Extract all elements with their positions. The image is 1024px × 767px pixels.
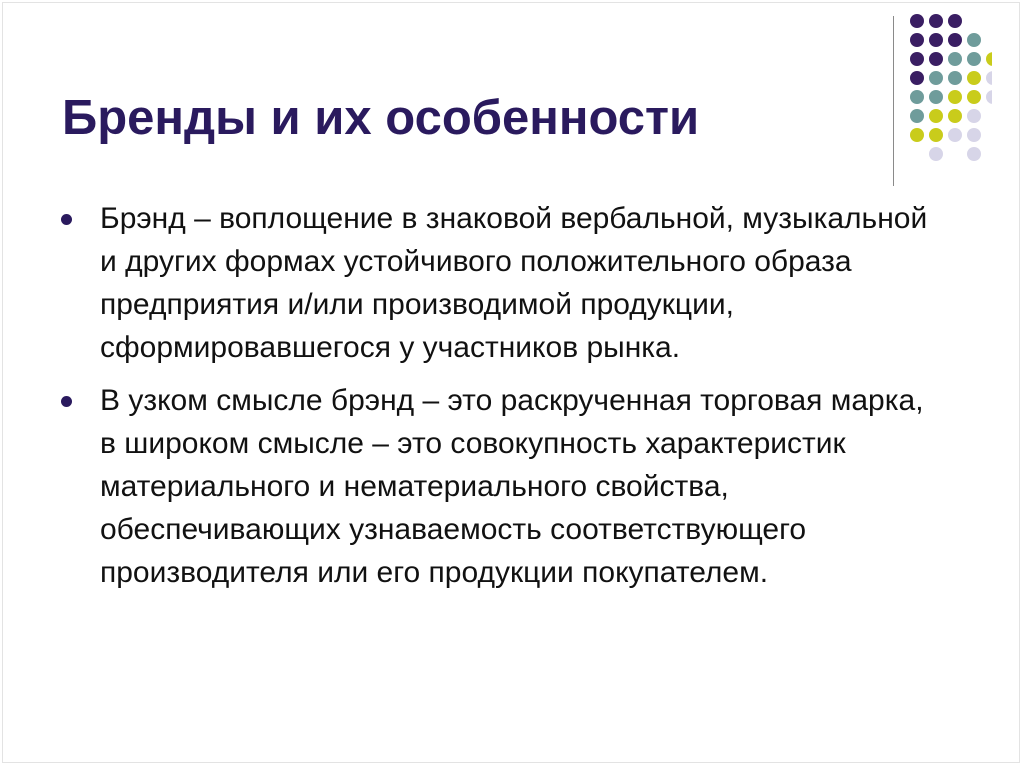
decorative-dot: [910, 109, 924, 123]
decorative-dot: [986, 52, 992, 66]
decorative-dot: [948, 128, 962, 142]
decorative-dot: [948, 90, 962, 104]
bullet-item: [60, 379, 940, 594]
bullet-item: [60, 197, 940, 369]
decorative-dot: [929, 33, 943, 47]
decorative-dot: [929, 14, 943, 28]
decorative-dot: [910, 33, 924, 47]
bullet-icon: [61, 214, 72, 225]
decorative-dot: [967, 128, 981, 142]
decorative-dot: [929, 71, 943, 85]
decorative-dot: [910, 90, 924, 104]
decorative-dot: [948, 71, 962, 85]
decorative-dot: [929, 128, 943, 142]
decorative-dot: [948, 14, 962, 28]
bullet-icon: [61, 396, 72, 407]
decorative-dot-grid: [910, 14, 992, 164]
bullet-text: В узком смысле брэнд – это раскрученная торговая марка, в широком смысле – это совокупность характеристик материального и нематериального свойства, обеспечивающих узнаваемость соответствующего производителя или его продукции покупателем.: [100, 384, 924, 589]
decorative-dot: [948, 33, 962, 47]
decorative-dot: [967, 71, 981, 85]
decorative-dot: [929, 52, 943, 66]
decorative-dot: [967, 109, 981, 123]
decorative-dot: [967, 90, 981, 104]
decorative-dot: [910, 128, 924, 142]
decorative-dot: [910, 14, 924, 28]
slide-title: Бренды и их особенности: [62, 91, 700, 145]
decorative-dot: [929, 147, 943, 161]
bullet-list: [60, 197, 940, 604]
decorative-dot: [948, 109, 962, 123]
vertical-divider: [893, 16, 894, 186]
decorative-dot: [967, 33, 981, 47]
decorative-dot: [967, 52, 981, 66]
decorative-dot: [986, 71, 992, 85]
decorative-dot: [910, 71, 924, 85]
decorative-dot: [929, 90, 943, 104]
decorative-dot: [929, 109, 943, 123]
decorative-dot: [948, 52, 962, 66]
decorative-dot: [986, 90, 992, 104]
decorative-dot: [967, 147, 981, 161]
decorative-dot: [910, 52, 924, 66]
bullet-text: Брэнд – воплощение в знаковой вербальной, музыкальной и других формах устойчивого положительного образа предприятия и/или производимой продукции, сформировавшегося у участников рынка.: [100, 202, 928, 364]
